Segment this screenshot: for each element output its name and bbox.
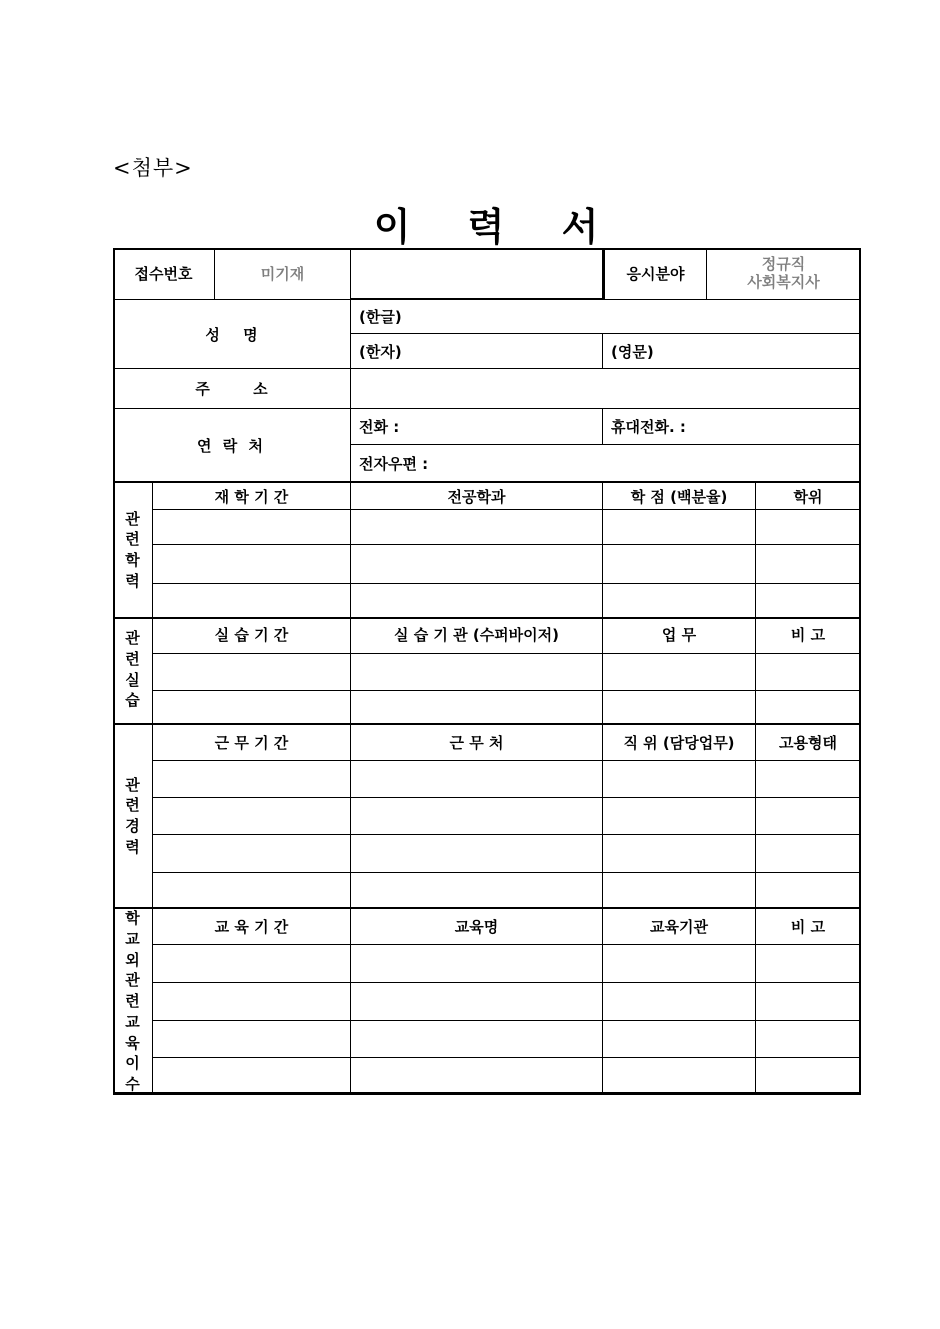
name-english-field[interactable]: (영문) — [603, 334, 861, 369]
practicum-column-header: 비 고 — [756, 616, 861, 654]
practicum-cell[interactable] — [603, 691, 756, 725]
email-field[interactable]: 전자우편 : — [351, 445, 861, 483]
training-column-header: 교육명 — [351, 909, 603, 945]
education-column-header: 전공학과 — [351, 483, 603, 510]
training-section-label-char: 교 — [125, 1012, 140, 1031]
education-cell[interactable] — [756, 584, 861, 619]
training-section-label-char: 이 — [125, 1054, 140, 1073]
training-cell[interactable] — [756, 1021, 861, 1058]
name-korean-field[interactable]: (한글) — [351, 300, 861, 334]
training-cell[interactable] — [351, 945, 603, 983]
contact-label: 연 락 처 — [113, 409, 351, 483]
education-section-label-char: 련 — [125, 530, 140, 549]
education-section-label-char: 학 — [125, 551, 140, 569]
training-section-label — [113, 909, 153, 1095]
career-cell[interactable] — [351, 761, 603, 798]
name-hanja-field[interactable]: (한자) — [351, 334, 603, 369]
career-section-label-char: 련 — [125, 796, 140, 815]
practicum-column-header: 실 습 기 간 — [153, 616, 351, 654]
career-cell[interactable] — [351, 835, 603, 873]
training-column-header: 교육기관 — [603, 909, 756, 945]
education-cell[interactable] — [603, 584, 756, 619]
attachment-label: <첨부> — [113, 156, 193, 180]
address-field[interactable] — [351, 369, 861, 409]
career-section-label-char: 력 — [125, 837, 140, 856]
training-cell[interactable] — [351, 983, 603, 1021]
practicum-cell[interactable] — [756, 654, 861, 691]
career-cell[interactable] — [756, 835, 861, 873]
training-section-label-char: 관 — [125, 971, 140, 990]
practicum-cell[interactable] — [153, 654, 351, 691]
practicum-cell[interactable] — [603, 654, 756, 691]
applied-field-label: 응시분야 — [603, 248, 707, 300]
training-cell[interactable] — [153, 1058, 351, 1095]
practicum-section-label-char: 관 — [125, 629, 140, 648]
practicum-section-label-char: 실 — [125, 670, 140, 689]
education-cell[interactable] — [603, 510, 756, 545]
mobile-field[interactable]: 휴대전화. : — [603, 409, 861, 445]
practicum-section-label — [113, 616, 153, 725]
applied-field-line2: 사회복지사 — [747, 272, 820, 291]
career-cell[interactable] — [603, 761, 756, 798]
practicum-column-header: 업 무 — [603, 616, 756, 654]
training-cell[interactable] — [351, 1058, 603, 1095]
education-cell[interactable] — [351, 584, 603, 619]
education-column-header: 학 점 (백분율) — [603, 483, 756, 510]
training-section-label-char: 외 — [125, 950, 140, 969]
document-title: 이 력 서 — [373, 205, 601, 249]
training-cell[interactable] — [756, 945, 861, 983]
training-cell[interactable] — [351, 1021, 603, 1058]
education-section-label-char: 관 — [125, 509, 140, 528]
training-cell[interactable] — [603, 945, 756, 983]
education-column-header: 학위 — [756, 483, 861, 510]
career-cell[interactable] — [153, 798, 351, 835]
career-cell[interactable] — [603, 873, 756, 909]
career-column-header: 근 무 기 간 — [153, 725, 351, 761]
education-cell[interactable] — [153, 545, 351, 584]
training-section-label-char: 수 — [125, 1074, 140, 1093]
training-column-header: 교 육 기 간 — [153, 909, 351, 945]
phone-field[interactable]: 전화 : — [351, 409, 603, 445]
resume-form — [113, 248, 861, 1094]
name-label: 성 명 — [113, 300, 351, 369]
practicum-section-label-char: 련 — [125, 649, 140, 668]
training-cell[interactable] — [153, 983, 351, 1021]
education-cell[interactable] — [153, 584, 351, 619]
training-cell[interactable] — [603, 1058, 756, 1095]
training-cell[interactable] — [756, 1058, 861, 1095]
career-cell[interactable] — [756, 798, 861, 835]
practicum-cell[interactable] — [351, 691, 603, 725]
education-section-label-char: 력 — [125, 571, 140, 590]
address-label: 주 소 — [113, 369, 351, 409]
training-cell[interactable] — [153, 945, 351, 983]
career-column-header: 근 무 처 — [351, 725, 603, 761]
training-cell[interactable] — [756, 983, 861, 1021]
applied-field-line1: 정규직 — [761, 255, 806, 274]
training-cell[interactable] — [603, 1021, 756, 1058]
training-column-header: 비 고 — [756, 909, 861, 945]
training-section-label-char: 련 — [125, 992, 140, 1011]
practicum-cell[interactable] — [351, 654, 603, 691]
career-column-header: 직 위 (담당업무) — [603, 725, 756, 761]
career-cell[interactable] — [351, 798, 603, 835]
education-cell[interactable] — [756, 545, 861, 584]
career-cell[interactable] — [756, 873, 861, 909]
practicum-cell[interactable] — [153, 691, 351, 725]
education-cell[interactable] — [756, 510, 861, 545]
receipt-number-value[interactable]: 미기재 — [215, 248, 351, 300]
training-cell[interactable] — [153, 1021, 351, 1058]
receipt-number-label: 접수번호 — [113, 248, 215, 300]
education-cell[interactable] — [351, 510, 603, 545]
training-cell[interactable] — [603, 983, 756, 1021]
career-cell[interactable] — [603, 835, 756, 873]
career-section-label — [113, 725, 153, 909]
career-cell[interactable] — [756, 761, 861, 798]
training-section-label-char: 교 — [125, 930, 140, 949]
practicum-column-header: 실 습 기 관 (수퍼바이저) — [351, 616, 603, 654]
applied-field-value[interactable] — [707, 248, 861, 300]
career-cell[interactable] — [351, 873, 603, 909]
education-cell[interactable] — [351, 545, 603, 584]
training-section-label-char: 육 — [125, 1033, 140, 1052]
photo-area[interactable] — [351, 248, 603, 300]
education-cell[interactable] — [153, 510, 351, 545]
career-cell[interactable] — [153, 873, 351, 909]
career-column-header: 고용형태 — [756, 725, 861, 761]
education-section-label — [113, 483, 153, 619]
education-cell[interactable] — [603, 545, 756, 584]
education-column-header: 재 학 기 간 — [153, 483, 351, 510]
training-section-label-char: 학 — [125, 909, 140, 928]
career-cell[interactable] — [153, 835, 351, 873]
career-section-label-char: 경 — [125, 817, 140, 835]
career-section-label-char: 관 — [125, 775, 140, 794]
practicum-section-label-char: 습 — [125, 691, 140, 710]
career-cell[interactable] — [153, 761, 351, 798]
career-cell[interactable] — [603, 798, 756, 835]
practicum-cell[interactable] — [756, 691, 861, 725]
